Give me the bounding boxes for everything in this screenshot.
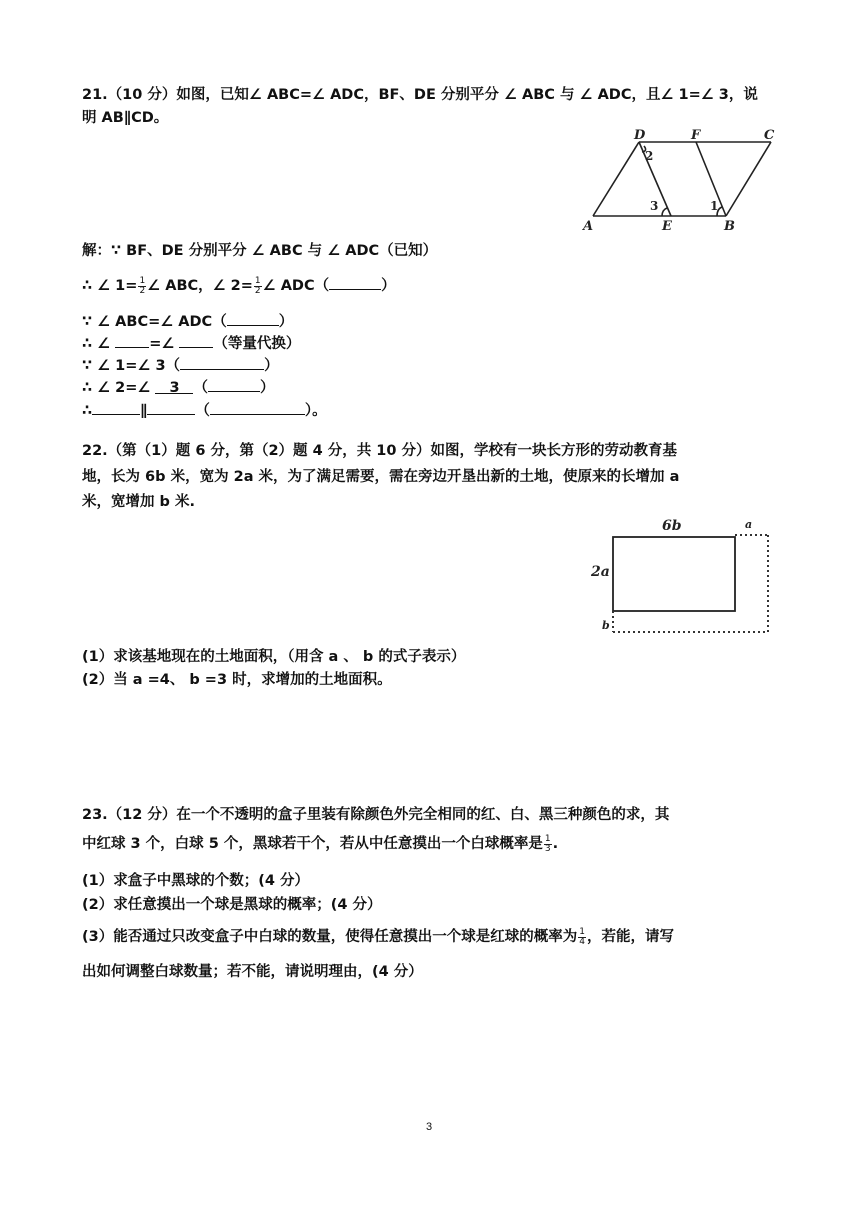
fraction-half: $\frac{1}{2}$ — [139, 275, 146, 296]
label-A: A — [583, 219, 594, 234]
answer-blank[interactable] — [227, 310, 279, 326]
q22-line1: 22.（第（1）题 6 分，第（2）题 4 分，共 10 分）如图，学校有一块长方形的劳动教育基 — [82, 443, 678, 459]
q22-part2: (2）当 a =4、 b =3 时，求增加的土地面积。 — [82, 672, 392, 688]
page-number: 3 — [426, 1121, 433, 1133]
answer-blank[interactable] — [147, 399, 195, 415]
q23-line1: 23.（12 分）在一个不透明的盒子里装有除颜色外完全相同的红、白、黑三种颜色的求，其 — [82, 807, 670, 823]
label-a: a — [745, 518, 753, 531]
q23-part2: (2）求任意摸出一个球是黑球的概率；(4 分） — [82, 897, 382, 913]
answer-blank[interactable] — [179, 332, 213, 348]
step1-text-d: ） — [381, 278, 396, 294]
label-C: C — [764, 128, 775, 143]
answer-blank[interactable] — [115, 332, 149, 348]
answer-blank[interactable] — [329, 274, 381, 290]
answer-blank-filled[interactable]: 3 — [155, 378, 193, 394]
answer-blank[interactable] — [92, 399, 140, 415]
q23-line2: 中红球 3 个，白球 5 个，黑球若干个，若从中任意摸出一个白球概率是 $\frac{1}{3}$ . — [82, 833, 559, 854]
q23-part1: (1）求盒子中黑球的个数；(4 分） — [82, 873, 309, 889]
fraction-half-2: $\frac{1}{2}$ — [254, 275, 261, 296]
q21-line1: 21.（10 分）如图，已知∠ ABC=∠ ADC，BF、DE 分别平分 ∠ ABC 与 ∠ ADC，且∠ 1=∠ 3，说 — [82, 87, 758, 103]
q21-solution-intro: 解：∵ BF、DE 分别平分 ∠ ABC 与 ∠ ADC（已知） — [82, 243, 438, 259]
answer-blank[interactable] — [210, 399, 305, 415]
q23-part3-line1: (3）能否通过只改变盒子中白球的数量，使得任意摸出一个球是红球的概率为 $\frac{1}{4}$ ，若能，请写 — [82, 926, 674, 947]
label-length-6b: 6b — [662, 518, 682, 534]
fraction-one-third: $\frac{1}{3}$ — [544, 833, 551, 854]
step1-text-a: ∴ ∠ 1= — [82, 278, 138, 294]
answer-blank[interactable] — [180, 354, 264, 370]
fraction-one-quarter: $\frac{1}{4}$ — [579, 926, 585, 947]
q21-step6: ∴ ∥ （ ）。 — [82, 399, 327, 421]
q22-line2: 地，长为 6b 米，宽为 2a 米，为了满足需要，需在旁边开垦出新的土地，使原来的长增加 a — [82, 469, 680, 485]
q21-figure-parallelogram — [576, 128, 776, 234]
q21-step5: ∴ ∠ 2=∠ 3 （ ） — [82, 376, 274, 398]
q21-step2: ∵ ∠ ABC=∠ ADC（ ） — [82, 310, 293, 332]
label-D: D — [634, 128, 646, 143]
q22-figure-rectangle — [588, 512, 784, 640]
label-angle-2: 2 — [645, 149, 654, 163]
label-angle-3: 3 — [650, 199, 659, 213]
label-width-2a: 2a — [591, 564, 610, 580]
label-angle-1: 1 — [710, 199, 719, 213]
q22-line3: 米，宽增加 b 米. — [82, 494, 195, 510]
q23-part3-line2: 出如何调整白球数量；若不能，请说明理由，(4 分） — [82, 964, 423, 980]
q21-step1 — [82, 274, 396, 296]
q21-step4: ∵ ∠ 1=∠ 3（ ） — [82, 354, 279, 376]
q21-step3: ∴ ∠ =∠ （等量代换） — [82, 332, 300, 354]
step1-text-c: ∠ ADC（ — [262, 278, 330, 294]
label-B: B — [724, 219, 735, 234]
label-E: E — [662, 219, 672, 234]
label-F: F — [691, 128, 701, 143]
step1-text-b: ∠ ABC，∠ 2= — [147, 278, 253, 294]
label-b: b — [602, 619, 610, 632]
q21-line2: 明 AB∥CD。 — [82, 110, 169, 126]
answer-blank[interactable] — [208, 376, 260, 392]
q22-part1: (1）求该基地现在的土地面积，（用含 a 、 b 的式子表示） — [82, 649, 466, 665]
